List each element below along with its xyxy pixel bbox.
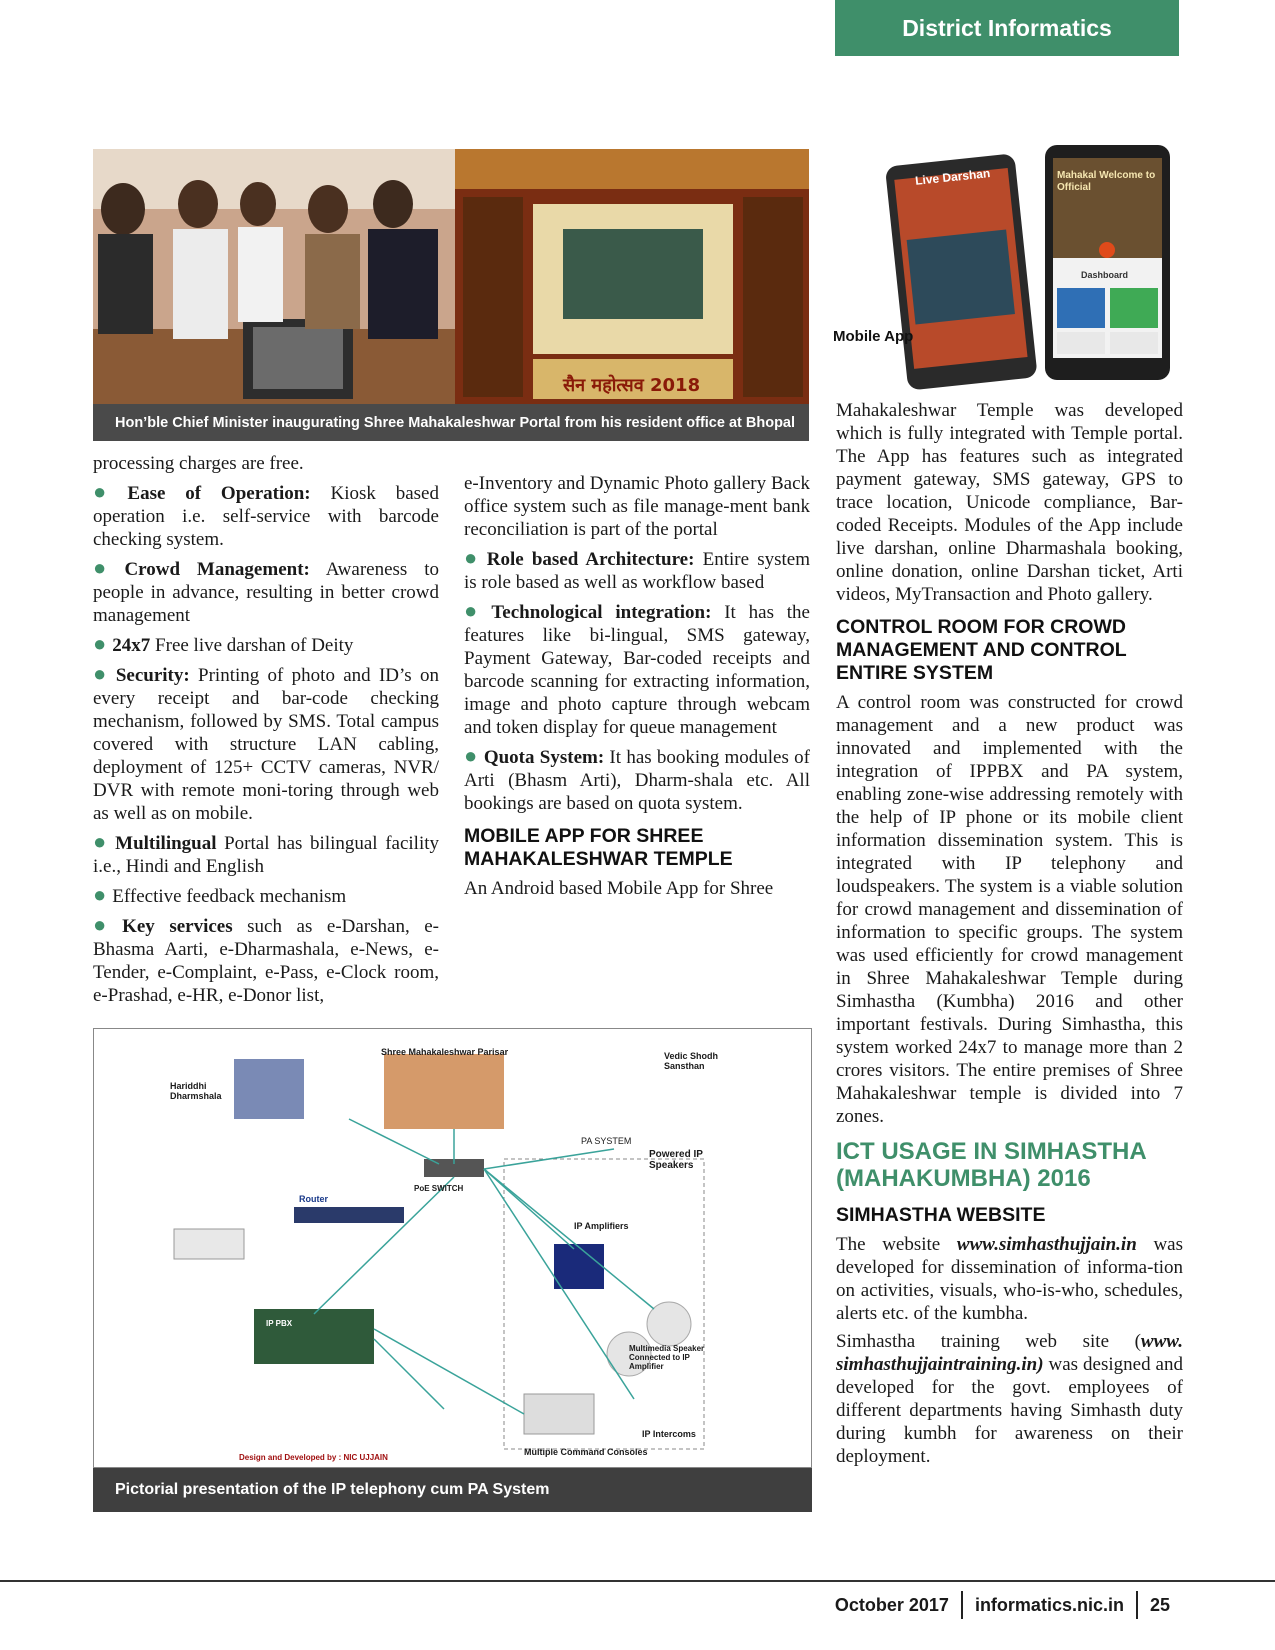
col2-item [464, 546, 810, 594]
item-text: Portal has bilingual facility i.e., Hindi and English [93, 833, 439, 877]
diagram-caption-text: Pictorial presentation of the IP telephony cum PA System [115, 1481, 550, 1498]
portal-banner-text: सैन महोत्सव 2018 [563, 375, 701, 396]
mobile-app-label: Mobile App [833, 328, 914, 345]
column-2 [464, 472, 810, 905]
para2-pre: The website [836, 1234, 957, 1255]
para2-post: was developed for dissemination of informa-tion on activities, visuals, who-is-who, schedules, alerts etc. of the kumbha. [836, 1234, 1183, 1324]
ict-usage-heading: ICT USAGE IN SIMHASTHA (MAHAKUMBHA) 2016 [836, 1138, 1146, 1192]
footer-divider [961, 1591, 963, 1619]
mobile-app-figure [885, 140, 1175, 395]
item-text: such as e-Darshan, e-Bhasma Aarti, e-Dharmashala, e-News, e-Tender, e-Complaint, e-Pass, e-Clock room, e-Prashad, e-HR, e-Donor list, [93, 916, 439, 1006]
col1-item [93, 480, 439, 551]
bullet-icon: ● [93, 882, 107, 907]
item-text: It has booking modules of Arti (Bhasm Arti), Dharm-shala etc. All bookings are based on quota system. [464, 747, 810, 814]
footer-rule [0, 1580, 1275, 1582]
training-website-link[interactable]: www. simhasthujjaintraining.in) [836, 1331, 1183, 1375]
col2-item [464, 744, 810, 815]
control-room-heading: CONTROL ROOM FOR CROWD MANAGEMENT AND CONTROL ENTIRE SYSTEM [836, 616, 1127, 684]
footer-divider [1136, 1591, 1138, 1619]
col1-item [93, 913, 439, 1007]
control-room-paragraph: A control room was constructed for crowd management and a new product was innovated and implemented with the integration of IPPBX and PA system, enabling zone-wise addressing remotely with the help of IP phone or its mobile client information dissemination system. This is integrated with IP telephony and loudspeakers. The system is a viable solution for crowd management and dissemination of information to specific groups. The system was used efficiently for crowd management in Shree Mahakaleshwar Temple during Simhastha (Kumbha) 2016 and other important festivals. During Simhastha, this system worked 24x7 to manage more than 2 crores visitors. The entire premises of Shree Mahakaleshwar temple is divided into 7 zones. [836, 692, 1183, 1127]
diagram-label-intercoms: IP Intercoms [642, 1429, 696, 1439]
col1-item [93, 662, 439, 825]
column-1 [93, 452, 439, 1012]
para3-post: was designed and developed for the govt. employees of different departments having Simhasth duty during kumbh for awareness on their deployment. [836, 1354, 1183, 1467]
item-term: Role based Architecture: [486, 549, 695, 570]
diagram-label-dharmshala: Hariddhi Dharmshala [170, 1081, 222, 1101]
inauguration-photo-graphic [93, 149, 809, 404]
item-text: It has the features like bi-lingual, SMS gateway, Payment Gateway, Bar-coded receipts and barcode scanning for extracting information, image and photo capture through webcam and token display for queue management [464, 602, 810, 738]
item-text: Printing of photo and ID’s on every receipt and bar-code checking mechanism, followed by SMS. Total campus covered with structure LAN cabling, deployment of 125+ CCTV cameras, NVR/ DVR with remote moni-toring through web as well as on mobile. [93, 665, 439, 824]
inauguration-photo [93, 149, 809, 404]
col2-item [464, 599, 810, 739]
phone2-dashboard: Dashboard [1081, 270, 1129, 280]
para3-pre: Simhastha training web site ( [836, 1331, 1141, 1352]
diagram-label-pa-system: PA SYSTEM [581, 1136, 632, 1146]
bullet-icon: ● [93, 661, 110, 686]
diagram-caption [93, 1468, 812, 1512]
item-text: Free live darshan of Deity [150, 635, 354, 656]
col1-item [93, 632, 439, 657]
diagram-credit: Design and Developed by : NIC UJJAIN [239, 1453, 388, 1462]
phone1-title: Live Darshan [914, 166, 991, 188]
diagram-label-vedic: Vedic Shodh Sansthan [664, 1051, 719, 1071]
bullet-icon: ● [464, 598, 486, 623]
item-text: Entire system is role based as well as workflow based [464, 549, 811, 593]
item-term: Key services [122, 916, 233, 937]
simhastha-website-paragraph [836, 1233, 1183, 1325]
item-term: Quota System: [483, 747, 605, 768]
simhastha-website-link[interactable]: www.simhasthujjain.in [956, 1234, 1137, 1255]
diagram-label-speakers: Powered IP Speakers [649, 1149, 703, 1171]
footer-site: informatics.nic.in [974, 1594, 1124, 1615]
ip-telephony-diagram [93, 1028, 812, 1468]
col1-item [93, 883, 439, 908]
mobile-app-heading: MOBILE APP FOR SHREE MAHAKALESHWAR TEMPLE [464, 825, 733, 870]
bullet-icon: ● [93, 479, 122, 504]
training-website-paragraph [836, 1330, 1183, 1468]
bullet-icon: ● [93, 631, 107, 656]
diagram-label-poe: PoE SWITCH [414, 1184, 464, 1193]
bullet-icon: ● [464, 545, 481, 570]
column-3 [836, 399, 1183, 1473]
inauguration-caption-text: Hon’ble Chief Minister inaugurating Shree Mahakaleshwar Portal from his resident office at Bhopal [115, 414, 796, 431]
item-text: Effective feedback mechanism [112, 886, 347, 907]
col3-lead: Mahakaleshwar Temple was developed which is fully integrated with Temple portal. The App has features such as integrated payment gateway, SMS gateway, GPS to trace location, Unicode compliance, Bar-coded Receipts. Modules of the App include live darshan, online Dharmashala booking, online donation, online Darshan ticket, Arti videos, MyTransaction and Photo gallery. [836, 400, 1183, 605]
item-term: Crowd Management: [124, 559, 310, 580]
diagram-label-router: Router [299, 1194, 328, 1204]
item-term: Ease of Operation: [127, 483, 311, 504]
section-header-tab [835, 0, 1179, 56]
bullet-icon: ● [93, 555, 119, 580]
section-title: District Informatics [902, 14, 1112, 41]
footer-page-number: 25 [1149, 1594, 1170, 1615]
diagram-label-amplifiers: IP Amplifiers [574, 1221, 629, 1231]
item-term: Multilingual [115, 833, 217, 854]
item-term: Technological integration: [491, 602, 712, 623]
col2-tail: An Android based Mobile App for Shree [464, 878, 774, 899]
diagram-label-multimedia: Multimedia Speaker Connected to IP Amplifier [629, 1344, 705, 1371]
item-term: 24x7 [112, 635, 151, 656]
simhastha-website-heading: SIMHASTHA WEBSITE [836, 1204, 1046, 1226]
bullet-icon: ● [464, 743, 478, 768]
item-text: Awareness to people in advance, resulting in better crowd management [93, 559, 439, 626]
diagram-label-ippbx: IP PBX [266, 1319, 293, 1328]
bullet-icon: ● [93, 829, 110, 854]
bullet-icon: ● [93, 912, 117, 937]
phone2-title: Mahakal Welcome to Official [1057, 170, 1156, 193]
item-term: Security: [115, 665, 190, 686]
col2-lead: e-Inventory and Dynamic Photo gallery Back office system such as file manage-ment bank reconciliation is part of the portal [464, 473, 810, 540]
diagram-label-parisar: Shree Mahakaleshwar Parisar [381, 1047, 509, 1057]
col1-item [93, 830, 439, 878]
footer-date: October 2017 [834, 1594, 949, 1615]
diagram-label-consoles: Multiple Command Consoles [524, 1447, 648, 1457]
footer [835, 1591, 1170, 1619]
inauguration-photo-caption [93, 404, 809, 441]
col1-lead: processing charges are free. [93, 453, 304, 474]
col1-item [93, 556, 439, 627]
item-text: Kiosk based operation i.e. self-service with barcode checking system. [93, 483, 439, 550]
